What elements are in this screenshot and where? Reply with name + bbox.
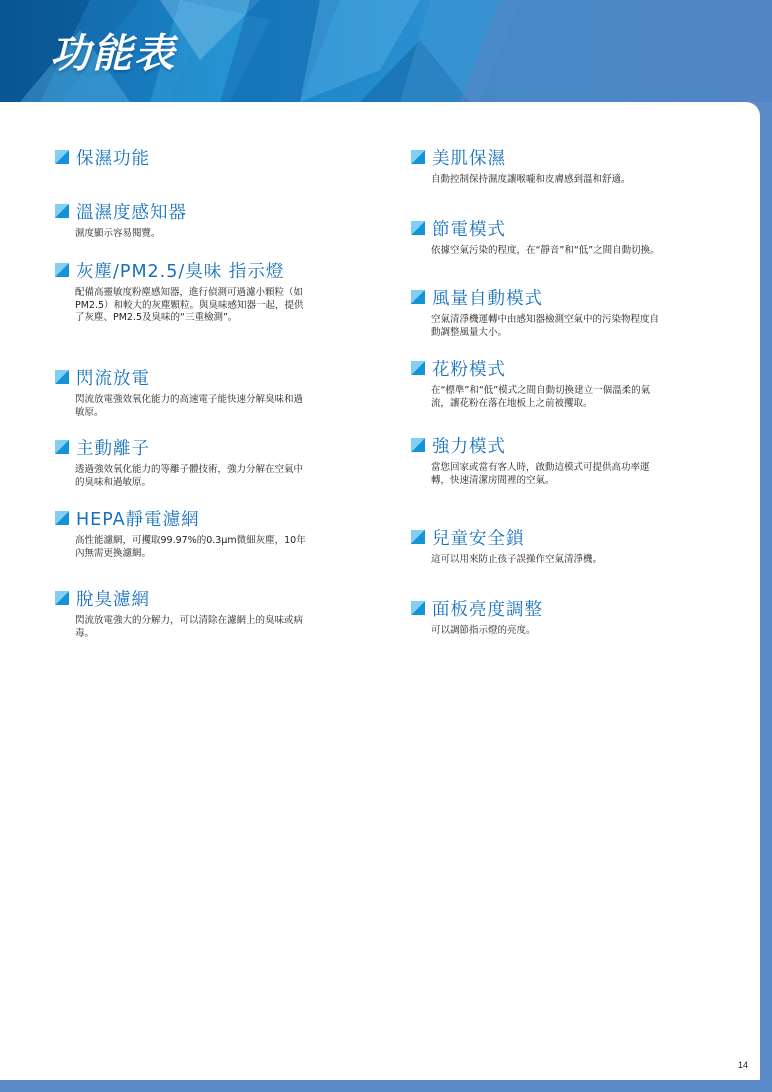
bullet-square-icon — [411, 438, 425, 452]
feature-title: 美肌保濕 — [432, 148, 506, 169]
bullet-square-icon — [55, 511, 69, 525]
feature-description: 閃流放電強大的分解力，可以清除在濾網上的臭味或病毒。 — [75, 615, 304, 639]
feature-streamer-discharge — [55, 366, 315, 419]
bullet-square-icon — [411, 361, 425, 375]
feature-description: 空氣清淨機運轉中由感知器檢測空氣中的污染物程度自動調整風量大小。 — [431, 314, 660, 338]
bullet-square-icon — [55, 591, 69, 605]
bullet-square-icon — [411, 221, 425, 235]
feature-deodorizing-filter — [55, 587, 315, 640]
feature-title: 主動離子 — [76, 438, 150, 459]
feature-skin-moisture — [411, 146, 671, 187]
feature-title: 節電模式 — [432, 219, 506, 240]
bullet-square-icon — [411, 601, 425, 615]
bullet-square-icon — [411, 150, 425, 164]
bullet-square-icon — [55, 204, 69, 218]
feature-description: 配備高靈敏度粉塵感知器，進行偵測可過濾小顆粒（如PM2.5）和較大的灰塵顆粒。與臭味感知器一起，提供了灰塵、PM2.5及臭味的“三重檢測”。 — [75, 287, 304, 323]
feature-title: HEPA靜電濾網 — [76, 509, 200, 530]
bullet-square-icon — [55, 440, 69, 454]
feature-active-ion — [55, 436, 315, 489]
feature-humidify — [55, 146, 315, 168]
feature-child-lock — [411, 526, 671, 567]
feature-title: 灰塵/PM2.5/臭味 指示燈 — [76, 261, 285, 282]
feature-title: 閃流放電 — [76, 368, 150, 389]
feature-description: 依據空氣污染的程度，在“靜音”和“低”之間自動切換。 — [431, 245, 660, 256]
feature-turbo-mode — [411, 434, 671, 487]
feature-title: 花粉模式 — [432, 359, 506, 380]
feature-description: 高性能濾網，可攫取99.97%的0.3μm微細灰塵，10年內無需更換濾網。 — [75, 535, 306, 559]
feature-description: 閃流放電強效氧化能力的高速電子能快速分解臭味和過敏原。 — [75, 394, 304, 418]
feature-hepa-filter — [55, 507, 315, 560]
feature-description: 這可以用來防止孩子誤操作空氣清淨機。 — [431, 554, 603, 565]
feature-description: 在“標準”和“低”模式之間自動切換建立一個溫柔的氣流，讓花粉在落在地板上之前被攫取。 — [431, 385, 651, 409]
bullet-square-icon — [55, 370, 69, 384]
feature-description: 當您回家或當有客人時，啟動這模式可提供高功率運轉，快速清潔房間裡的空氣。 — [431, 462, 650, 486]
header-banner — [0, 0, 772, 102]
feature-pollen-mode — [411, 357, 671, 410]
page-title: 功能表 — [50, 31, 176, 77]
feature-auto-fan-mode — [411, 286, 671, 339]
bullet-square-icon — [55, 263, 69, 277]
feature-title: 脫臭濾網 — [76, 589, 150, 610]
feature-dust-pm25-odor-indicator — [55, 259, 315, 325]
content-panel — [0, 102, 760, 1080]
bullet-square-icon — [411, 530, 425, 544]
feature-title: 強力模式 — [432, 436, 506, 457]
feature-title: 兒童安全鎖 — [432, 528, 525, 549]
feature-title: 溫濕度感知器 — [76, 202, 187, 223]
feature-title: 面板亮度調整 — [432, 599, 543, 620]
feature-description: 可以調節指示燈的亮度。 — [431, 625, 536, 636]
feature-econo-mode — [411, 217, 671, 258]
feature-description: 自動控制保持濕度讓喉嚨和皮膚感到溫和舒適。 — [431, 174, 631, 185]
bullet-square-icon — [55, 150, 69, 164]
feature-title: 風量自動模式 — [432, 288, 543, 309]
bullet-square-icon — [411, 290, 425, 304]
page-number: 14 — [737, 1060, 748, 1070]
feature-temp-humidity-sensor — [55, 200, 315, 241]
feature-brightness-adjust — [411, 597, 671, 638]
feature-description: 濕度顯示容易閱覽。 — [75, 228, 161, 239]
feature-title: 保濕功能 — [76, 148, 150, 169]
feature-description: 透過強效氧化能力的等離子體技術，強力分解在空氣中的臭味和過敏原。 — [75, 464, 304, 488]
